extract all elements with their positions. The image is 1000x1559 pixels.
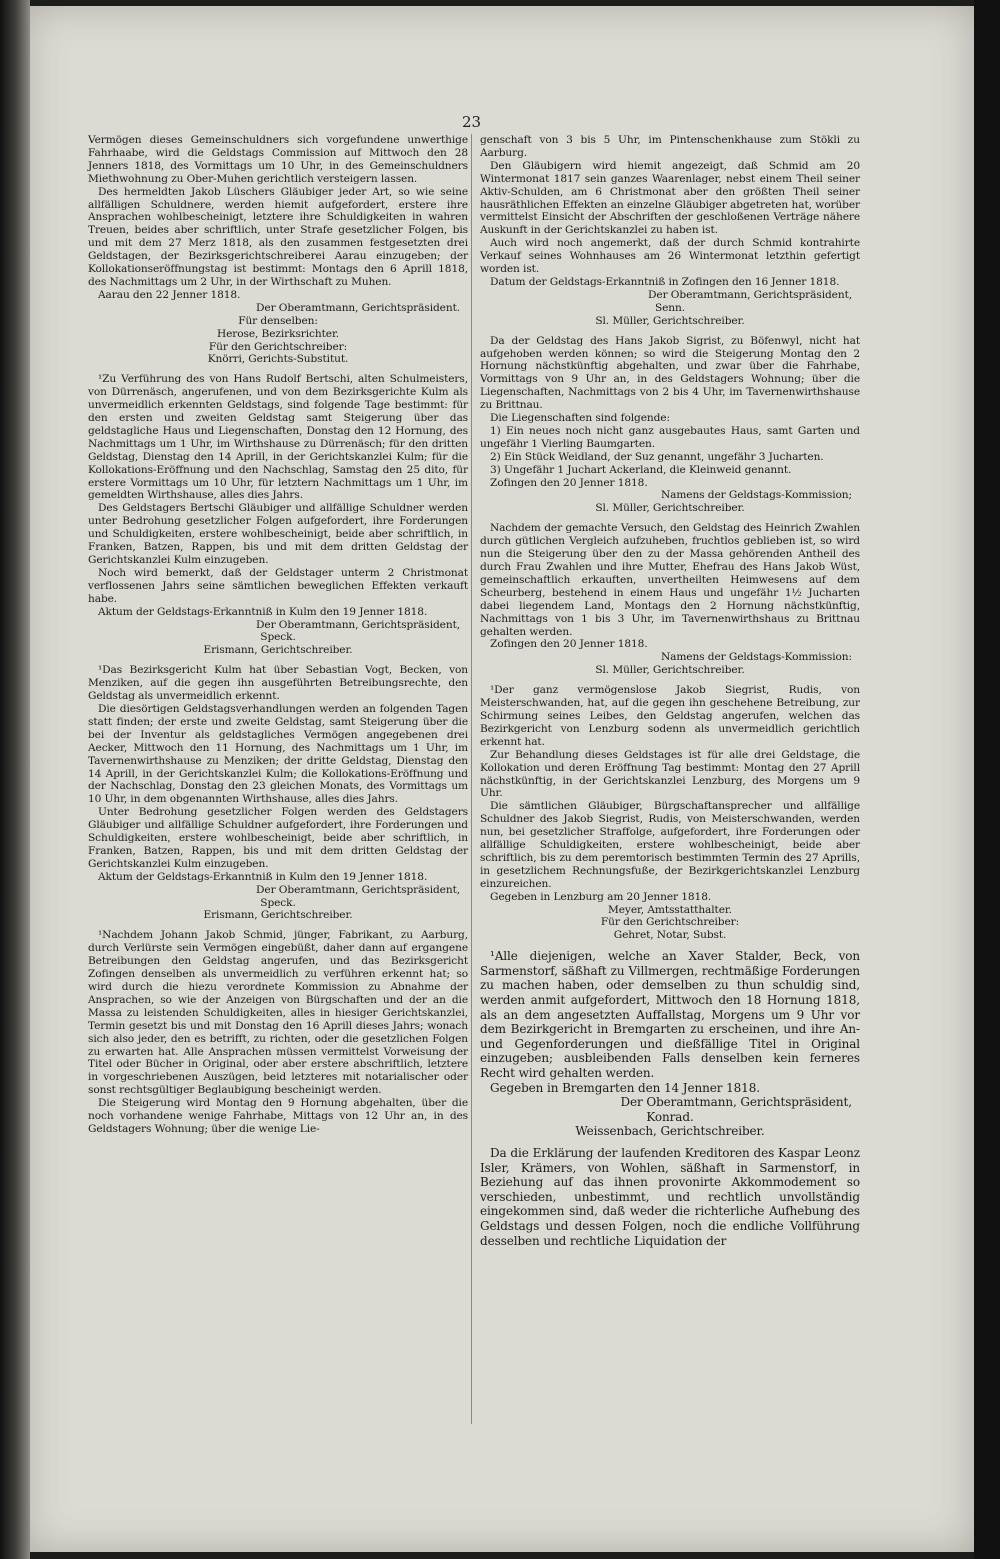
section-gap <box>480 328 860 335</box>
section-gap <box>480 1139 860 1146</box>
signature-line: Für den Gerichtschreiber: <box>208 340 348 353</box>
signature-line: Der Oberamtmann, Gerichtspräsident, <box>620 1095 852 1110</box>
notice-paragraph: ¹Zu Verführung des von Hans Rudolf Bertschi, alten Schulmeisters, von Dürrenäsch, angerufenen, und von dem Bezirksgerichte Kulm als unvermeidlich erkennten Geldstags, sind folgende Tage bestimmt: für den ersten und zweiten Geldstag samt Steigerung über das geldstagliche Haus und Liegenschaften, Donstag den 12 Hornung, des Nachmittags um 1 Uhr, im Wirthshause zu Dürrenäsch; für den dritten Geldstag, Dienstag den 14 Aprill, in der Gerichtskanzlei Kulm; für die Kollokations-Eröffnung und den Nachschlag, Samstag den 25 dito, für erstere Vormittags um 10 Uhr, für letztern Nachmittags um 1 Uhr, im gemeldten Wirthshause, alles dies Jahrs. <box>88 373 468 502</box>
signature-line: Speck. <box>260 631 296 644</box>
section-gap <box>88 922 468 929</box>
notice-paragraph: Gegeben in Bremgarten den 14 Jenner 1818. <box>490 1080 760 1095</box>
notice-paragraph: 3) Ungefähr 1 Juchart Ackerland, die Kleinweid genannt. <box>490 463 792 476</box>
signature-line: Erismann, Gerichtschreiber. <box>203 909 353 922</box>
notice-paragraph: 2) Ein Stück Weidland, der Suz genannt, ungefähr 3 Jucharten. <box>490 450 824 463</box>
column-divider <box>471 134 472 1424</box>
notice-paragraph: Zofingen den 20 Jenner 1818. <box>490 476 648 489</box>
notice-paragraph: Des Geldstagers Bertschi Gläubiger und allfällige Schuldner werden unter Bedrohung gesetzlicher Folgen aufgefordert, ihre Forderungen und Schuldigkeiten, erstere wohlbescheinigt, beide aber schriftlich, in Franken, Batzen, Rappen, bis und mit dem dritten Geldstag der Gerichtskanzlei Kulm einzugeben. <box>88 502 468 566</box>
notice-paragraph: Den Gläubigern wird hiemit angezeigt, daß Schmid am 20 Wintermonat 1817 sein ganzes Waarenlager, nebst einem Theil seiner Aktiv-Schulden, am 6 Christmonat aber den größten Theil seiner hausräthlichen Effekten an einzelne Gläubiger abgetreten hat, worüber vermittelst Einsicht der Abschriften der geschloßenen Verträge nähere Auskunft in der Gerichtskanzlei zu haben ist. <box>480 159 860 237</box>
notice-paragraph: ¹Alle diejenigen, welche an Xaver Stalder, Beck, von Sarmenstorf, säßhaft zu Villmergen, rechtmäßige Forderungen zu machen haben, oder demselben zu thun schuldig sind, werden anmit aufgefordert, Mittwoch den 18 Hornung 1818, als an dem angesetzten Auffallstag, Morgens um 9 Uhr vor dem Bezirkgericht in Bremgarten zu erscheinen, und ihre An- und Gegenforderungen und dießfällige Titel in Original einzugeben; ausbleibenden Falls denselben kein ferneres Recht wird gehalten werden. <box>480 949 860 1081</box>
signature-line: Der Oberamtmann, Gerichtspräsident. <box>256 301 460 314</box>
signature-line: Sl. Müller, Gerichtschreiber. <box>595 502 745 515</box>
signature-line: Gehret, Notar, Subst. <box>613 929 727 942</box>
signature-line: Herose, Bezirksrichter. <box>216 327 340 340</box>
notice-paragraph: Noch wird bemerkt, daß der Geldstager unterm 2 Christmonat verflossenen Jahrs seine sämtlichen beweglichen Effekten verkauft habe. <box>88 566 468 605</box>
section-gap <box>480 942 860 949</box>
notice-paragraph: ¹Nachdem Johann Jakob Schmid, jünger, Fabrikant, zu Aarburg, durch Verlürste sein Vermögen eingebüßt, daher dann auf ergangene Betreibungen den Geldstag angerufen, und das Bezirksgericht Zofingen denselben als unvermeidlich zu verführen erkennt hat; so wird durch die hiezu verordnete Kommission zu Abnahme der Ansprachen, so wie der Anzeigen von Bürgschaften und der an die Massa zu leistenden Schuldigkeiten, alles in hiesiger Gerichtskanzlei, Termin gesetzt bis und mit Donstag den 16 Aprill dieses Jahrs; wonach sich also jeder, den es betrifft, zu richten, oder die gesetzlichen Folgen zu erwarten hat. Alle Ansprachen müssen vermittelst Vorweisung der Titel oder Bücher in Original, oder aber erstere abschriftlich, letztere in vorgeschriebenen Auszügen, beid letzteres mit notarialischer oder sonst rechtsgültiger Beglaubigung bescheinigt werden. <box>88 929 468 1097</box>
signature-line: Der Oberamtmann, Gerichtspräsident, <box>256 883 460 896</box>
notice-paragraph: Zur Behandlung dieses Geldstages ist für alle drei Geldstage, die Kollokation und deren Eröffnung Tag bestimmt: Montag den 27 Aprill nächstkünftig, in der Gerichtskanzlei Lenzburg, des Morgens um 9 Uhr. <box>480 748 860 800</box>
page-number: 23 <box>462 113 482 131</box>
notice-paragraph: Unter Bedrohung gesetzlicher Folgen werden des Geldstagers Gläubiger und allfällige Schuldner aufgefordert, ihre Forderungen und Schuldigkeiten, erstere wohlbescheinigt, beide aber schriftlich, in Franken, Batzen, Rappen, bis und mit dem dritten Geldstag der Gerichtskanzlei Kulm einzugeben. <box>88 806 468 870</box>
notice-paragraph: Die sämtlichen Gläubiger, Bürgschaftansprecher und allfällige Schuldner des Jakob Siegrist, Rudis, von Meisterschwanden, werden nun, bei gesetzlicher Straffolge, aufgefordert, ihre Forderungen oder allfällige Schuldigkeiten, erstere wohlbescheinigt, beide aber schriftlich, bis zu dem peremtorisch bestimmten Termin des 27 Aprills, in gesetzlichem Rechnungsfuße, der Bezirkgerichtskanzlei Lenzburg einzureichen. <box>480 800 860 890</box>
notice-paragraph: Vermögen dieses Gemeinschuldners sich vorgefundene unwerthige Fahrhaabe, wird die Geldstags Commission auf Mittwoch den 28 Jenners 1818, des Vormittags um 10 Uhr, in des Gemeinschuldners Miethwohnung zu Ober-Muhen gerichtlich versteigern lassen. <box>88 134 468 185</box>
signature-line: Erismann, Gerichtschreiber. <box>203 644 353 657</box>
notice-paragraph: Gegeben in Lenzburg am 20 Jenner 1818. <box>490 890 712 903</box>
signature-line: Für denselben: <box>238 314 318 327</box>
notice-paragraph: Aktum der Geldstags-Erkanntniß in Kulm den 19 Jenner 1818. <box>98 605 428 618</box>
notice-paragraph: Da die Erklärung der laufenden Kreditoren des Kaspar Leonz Isler, Krämers, von Wohlen, säßhaft in Sarmenstorf, in Beziehung auf das ihnen provonirte Akkommodement so verschieden, unbestimmt, und rechtlich unvollständig eingekommen sind, daß weder die richterliche Aufhebung des Geldstags und dessen Folgen, noch die endliche Vollführung desselben und rechtliche Liquidation der <box>480 1146 860 1248</box>
signature-line: Der Oberamtmann, Gerichtspräsident, <box>256 618 460 631</box>
signature-line: Für den Gerichtschreiber: <box>600 916 740 929</box>
signature-line: Konrad. <box>646 1109 694 1124</box>
notice-paragraph: Des hermeldten Jakob Lüschers Gläubiger jeder Art, so wie seine allfälligen Schuldnere, werden hiemit aufgefordert, erstere ihre Ansprachen wohlbescheinigt, letztere ihre Schuldigkeiten in wahren Treuen, beides aber schriftlich, unter Strafe gesetzlicher Folgen, bis und mit dem 27 Merz 1818, als den zusammen festgesetzten drei Geldstagen, der Bezirksgerichtschreiberei Aarau einzugeben; der Kollokationseröffnungstag ist bestimmt: Montags den 6 Aprill 1818, des Nachmittags um 2 Uhr, in der Wirthschaft zu Muhen. <box>88 185 468 288</box>
notice-paragraph: 1) Ein neues noch nicht ganz ausgebautes Haus, samt Garten und ungefähr 1 Vierling Baumgarten. <box>480 424 860 450</box>
notice-paragraph: Aarau den 22 Jenner 1818. <box>98 288 241 301</box>
notice-paragraph: Zofingen den 20 Jenner 1818. <box>490 638 648 651</box>
signature-line: Meyer, Amtsstatthalter. <box>608 903 732 916</box>
signature-line: Sl. Müller, Gerichtschreiber. <box>595 664 745 677</box>
notice-paragraph: Aktum der Geldstags-Erkanntniß in Kulm den 19 Jenner 1818. <box>98 870 428 883</box>
section-gap <box>480 677 860 684</box>
signature-line: Der Oberamtmann, Gerichtspräsident, <box>648 288 852 301</box>
section-gap <box>480 515 860 522</box>
signature-line: Namens der Geldstags-Kommission; <box>660 489 852 502</box>
signature-line: Speck. <box>260 896 296 909</box>
notice-paragraph: Auch wird noch angemerkt, daß der durch Schmid kontrahirte Verkauf seines Wohnhauses am 26 Wintermonat letzthin gefertigt worden ist. <box>480 237 860 276</box>
notice-paragraph: ¹Der ganz vermögenslose Jakob Siegrist, Rudis, von Meisterschwanden, hat, auf die gegen ihn geschehene Betreibung, zur Schirmung seines Leibes, den Geldstag angerufen, welchen das Bezirkgericht von Lenzburg sodenn als unvermeidlich gerichtlich erkennt hat. <box>480 684 860 748</box>
notice-paragraph: Da der Geldstag des Hans Jakob Sigrist, zu Böfenwyl, nicht hat aufgehoben werden können; so wird die Steigerung Montag den 2 Hornung nächstkünftig abgehalten, und zwar über die Fahrhabe, Vormittags von 9 Uhr an, in des Geldstagers Wohnung; über die Liegenschaften, Nachmittags von 2 bis 4 Uhr, im Tavernenwirthshause zu Brittnau. <box>480 334 860 412</box>
notice-paragraph: Datum der Geldstags-Erkanntniß in Zofingen den 16 Jenner 1818. <box>490 275 840 288</box>
signature-line: Senn. <box>654 301 686 314</box>
notice-paragraph: ¹Das Bezirksgericht Kulm hat über Sebastian Vogt, Becken, von Menziken, auf die gegen ihn ausgeführten Betreibungsrechte, den Geldstag als unvermeidlich erkennt. <box>88 664 468 703</box>
section-gap <box>88 657 468 664</box>
notice-paragraph: Die Steigerung wird Montag den 9 Hornung abgehalten, über die noch vorhandene wenige Fahrhabe, Mittags von 12 Uhr an, in des Geldstagers Wohnung; über die wenige Lie- <box>88 1097 468 1135</box>
signature-line: Sl. Müller, Gerichtschreiber. <box>595 314 745 327</box>
signature-line: Namens der Geldstags-Kommission: <box>660 651 852 664</box>
notice-paragraph: genschaft von 3 bis 5 Uhr, im Pintenschenkhause zum Stökli zu Aarburg. <box>480 134 860 159</box>
section-gap <box>88 366 468 373</box>
notice-paragraph: Die diesörtigen Geldstagsverhandlungen werden an folgenden Tagen statt finden; der erste und zweite Geldstag, samt Steigerung über die bei der Inventur als geldstagliches Vermögen angegebenen drei Aecker, Mittwoch den 11 Hornung, des Nachmittags um 1 Uhr, im Tavernenwirthshause zu Menziken; der dritte Geldstag, Dienstag den 14 Aprill, in der Gerichtskanzlei Kulm; die Kollokations-Eröffnung und der Nachschlag, Donstag den 23 gleichen Monats, des Vormittags um 10 Uhr, in dem obgenannten Wirthshause, alles dies Jahrs. <box>88 702 468 806</box>
notice-paragraph: Die Liegenschaften sind folgende: <box>490 412 670 425</box>
page-edge-shadow <box>974 0 1000 1559</box>
left-column <box>88 134 468 1136</box>
signature-line: Knörri, Gerichts-Substitut. <box>207 353 349 366</box>
book-spine-edge <box>0 0 30 1559</box>
right-column <box>480 134 860 1248</box>
signature-line: Weissenbach, Gerichtschreiber. <box>575 1124 765 1139</box>
notice-paragraph: Nachdem der gemachte Versuch, den Geldstag des Heinrich Zwahlen durch gütlichen Vergleich aufzuheben, fruchtlos geblieben ist, so wird nun die Steigerung über den zu der Massa gehörenden Antheil des durch Frau Zwahlen und ihre Mutter, Ehefrau des Hans Jakob Wüst, gemeinschaftlich erkauften, unvertheilten Heimwesens auf dem Scheurberg, bestehend in einem Haus und ungefähr 1½ Jucharten dabei liegendem Land, Montags den 2 Hornung nächstkünftig, Nachmittags von 1 bis 3 Uhr, im Tavernenwirthshaus zu Brittnau gehalten werden. <box>480 522 860 638</box>
